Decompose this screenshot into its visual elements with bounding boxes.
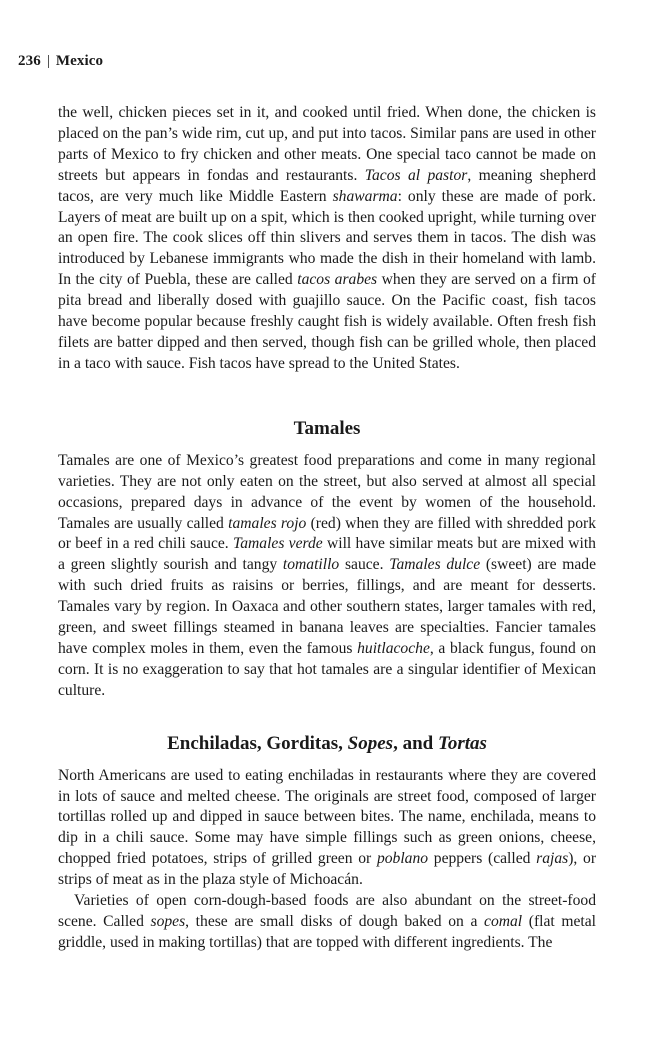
paragraph-tacos-continued [58,103,596,375]
italic-term: Tacos al pastor [364,166,468,184]
italic-term: shawarma [332,187,398,205]
text-run: , and [393,732,438,754]
text-run: (sweet) are made with such dried fruits as raisins or berries, fillings, and are meant for desserts. Tamales vary by region. In Oaxaca and other southern states, larger tamales with red, green, and sweet fillings steamed in banana leaves are specialties. Fancier tamales have complex moles in them, even the famous [58,556,597,657]
paragraph-enchiladas [58,766,596,891]
page-number: 236 [18,53,41,69]
italic-term: Tamales verde [232,535,323,553]
paragraph-tamales [58,451,596,702]
text-run: , meaning shepherd tacos, are very much like Middle Eastern [58,166,596,205]
text-run: when they are served on a firm of pita bread and liberally dosed with guajillo sauce. On the Pacific coast, fish tacos have become popular because freshly caught fish is widely available. Often fresh fish filets are batter dipped and then served, though fish can be grilled whole, then placed in a taco with sauce. Fish tacos have spread to the United States. [58,271,596,372]
text-run: : only these are made of pork. Layers of meat are built up on a spit, which is then cooked upright, while turning over an open fire. The cook slices off thin slivers and serves them in tacos. The dish was introduced by Lebanese immigrants who made the dish in their homeland with lamb. In the city of Puebla, these are called [58,187,596,289]
italic-term: comal [484,913,523,930]
italic-term: rajas [536,850,569,868]
text-run: Tamales are one of Mexico’s greatest food preparations and come in many regional varieties. They are not only eaten on the street, but also served at almost all special occasions, prepared days in advance of the event by women of the household. Tamales are usually called [58,451,596,532]
italic-term: Sopes [347,732,394,754]
text-run: will have similar meats but are mixed with a green slightly sourish and tangy [58,535,596,574]
text-run: , these are small disks of dough baked on a [185,913,485,930]
italic-term: huitlacoche [357,639,430,657]
text-run: Varieties of open corn-dough-based foods are also abundant on the street-food scene. Called [58,892,596,930]
text-run: sauce. [339,556,390,574]
text-run: (red) when they are filled with shredded pork or beef in a red chili sauce. [58,514,596,553]
header-separator: | [46,53,50,69]
text-run: the well, chicken pieces set in it, and cooked until fried. When done, the chicken is placed on the pan’s wide rim, cut up, and put into tacos. Similar pans are used in other parts of Mexico to fry chicken and other meats. One special taco cannot be made on streets but appears in fondas and restaurants. [58,104,596,184]
section-heading-enchiladas [58,732,596,756]
italic-term: Tamales dulce [389,556,481,574]
italic-term: tamales rojo [228,514,307,532]
text-run: , a black fungus, found on corn. It is no exaggeration to say that hot tamales are a singular identifier of Mexican culture. [58,639,596,699]
italic-term: tomatillo [282,556,340,574]
running-header [18,53,103,70]
paragraph-sopes [58,891,596,954]
italic-term: sopes [150,913,186,930]
text-run: (flat metal griddle, used in making tortillas) that are topped with different ingredients. The [58,913,597,951]
text-run: ), or strips of meat as in the plaza style of Michoacán. [58,850,597,889]
text-run: North Americans are used to eating enchiladas in restaurants where they are covered in lots of sauce and melted cheese. The originals are street food, composed of larger tortillas rolled up and dipped in sauce between bites. The name, enchilada, means to dip in a chili sauce. Some may have simple fillings such as green onions, cheese, chopped fried potatoes, strips of grilled green or [58,766,596,868]
italic-term: Tortas [437,732,487,754]
running-title: Mexico [55,53,104,69]
page-body [58,103,596,954]
text-run: Enchiladas, Gorditas, [167,732,348,754]
text-run: peppers (called [428,850,537,868]
italic-term: poblano [376,850,429,868]
italic-term: tacos arabes [297,271,378,289]
section-heading-tamales: Tamales [293,417,361,439]
